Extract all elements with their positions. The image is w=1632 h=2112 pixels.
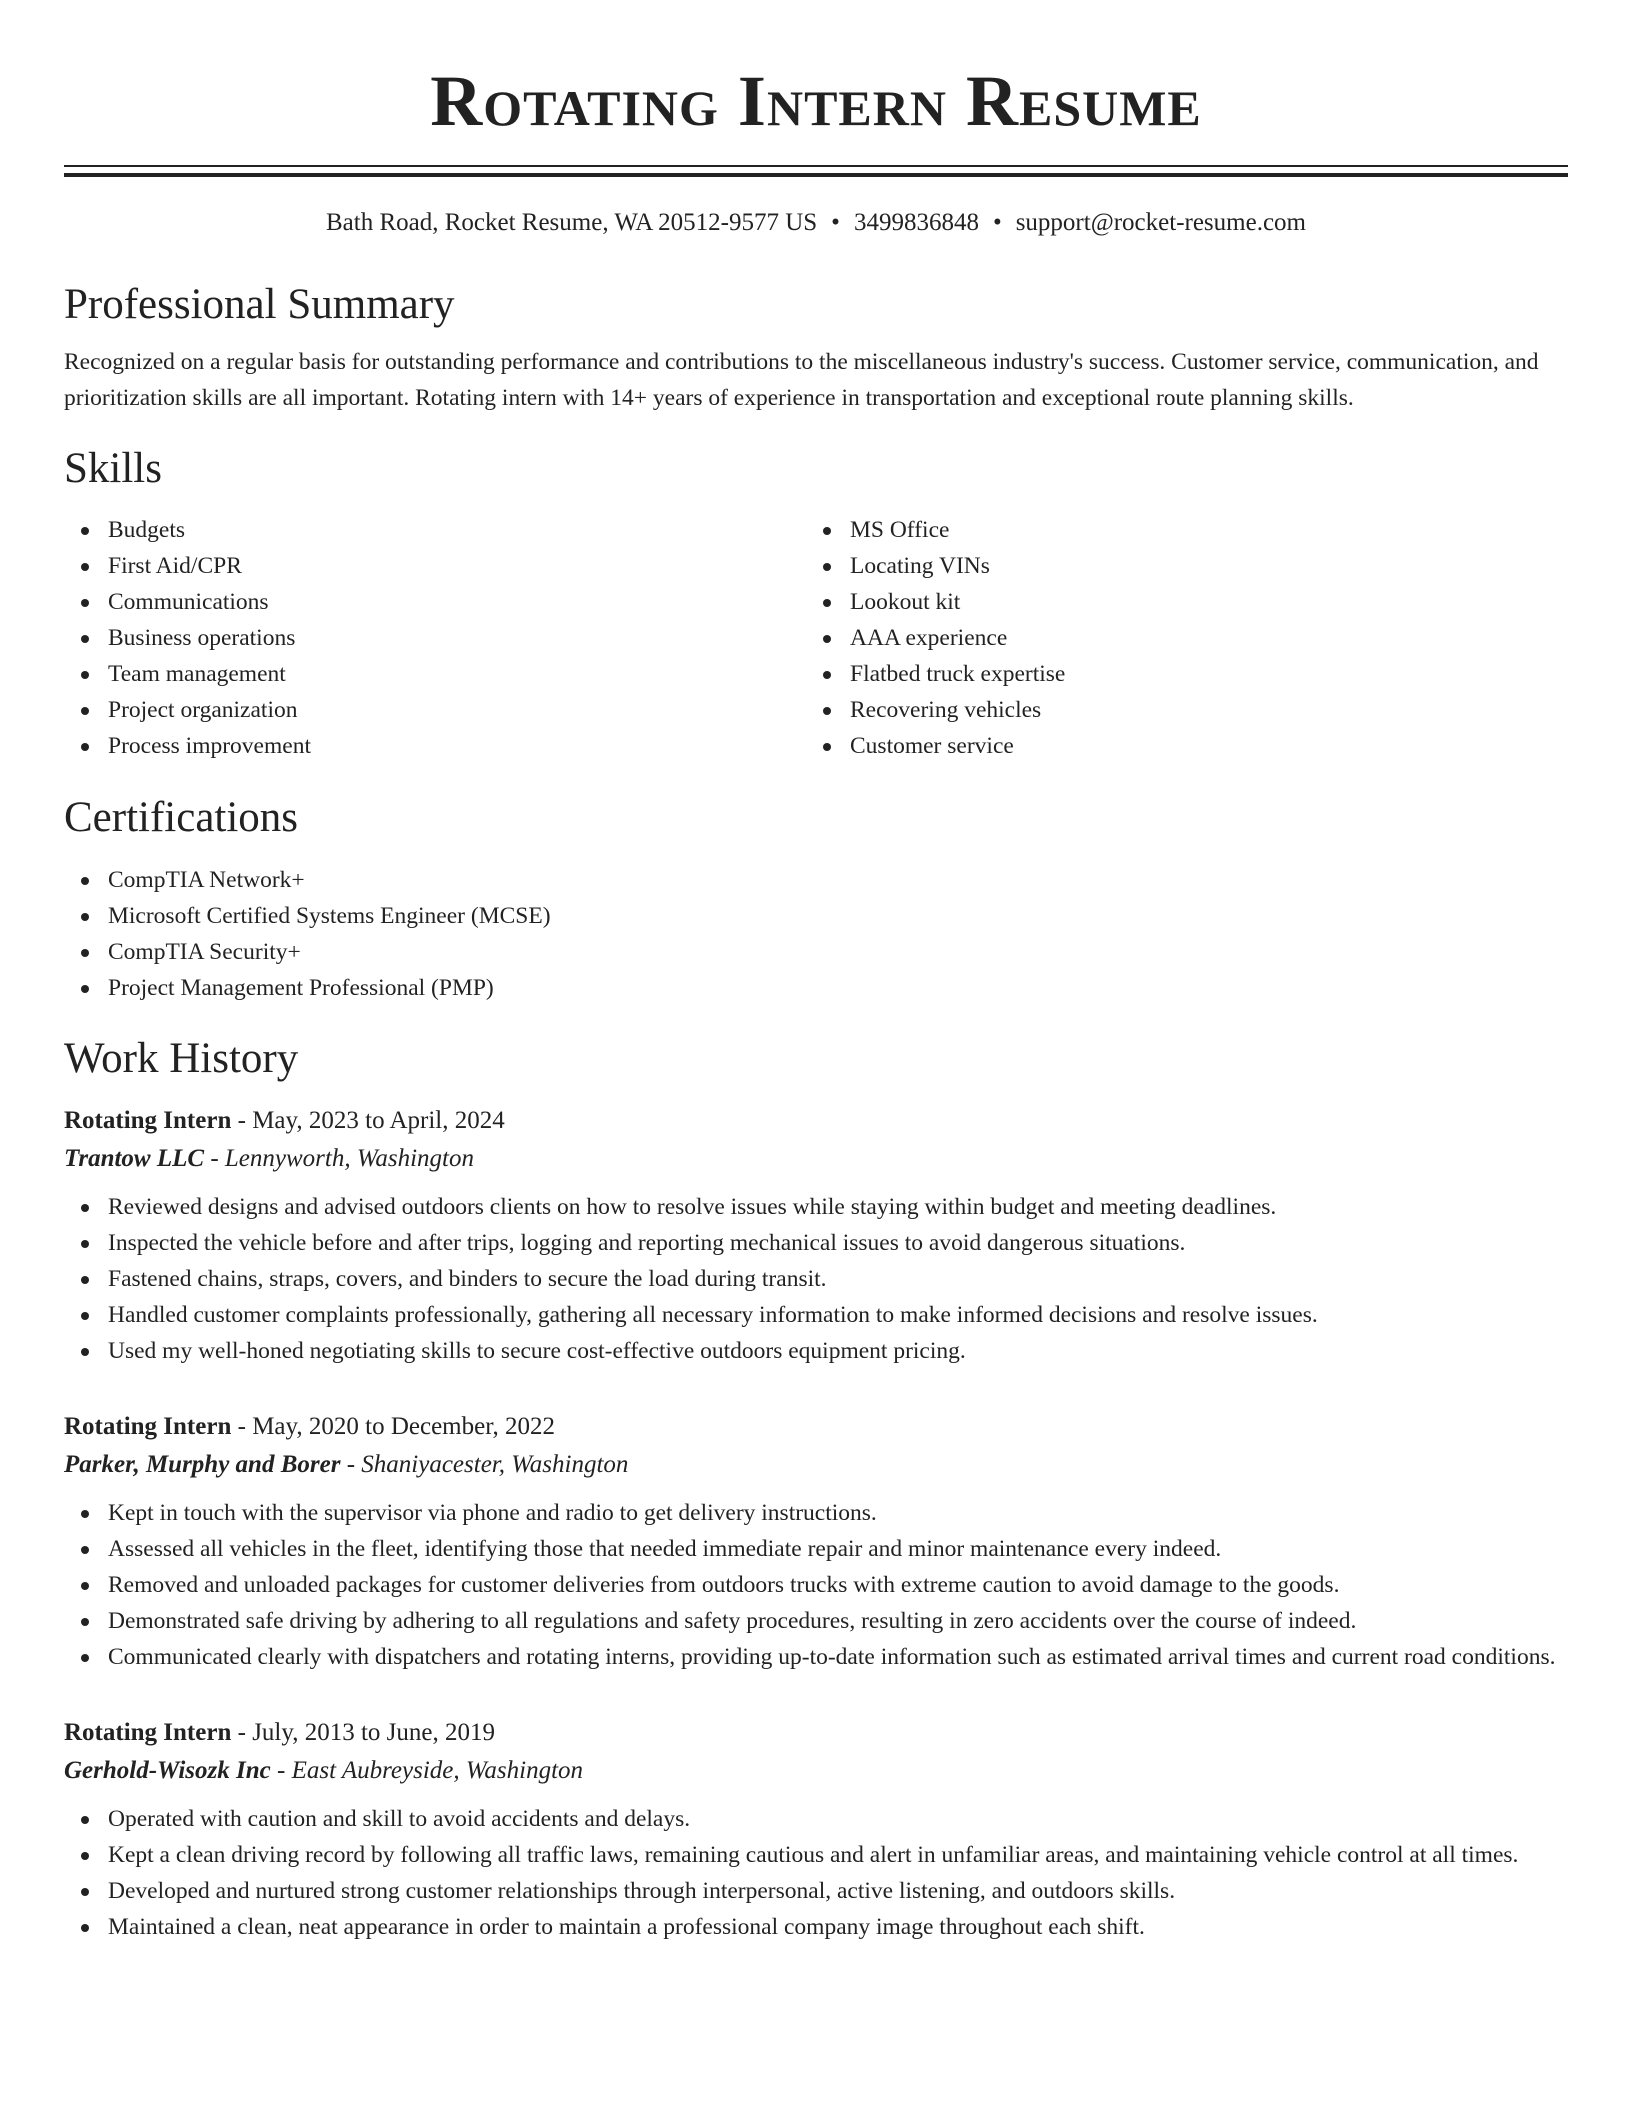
job-employer: [64, 1751, 1568, 1791]
job-company: Parker, Murphy and Borer: [64, 1451, 341, 1478]
job-duty-item: Used my well-honed negotiating skills to secure cost-effective outdoors equipment pricing.: [64, 1333, 1568, 1369]
certification-item: Project Management Professional (PMP): [64, 970, 1568, 1006]
skill-item: Lookout kit: [806, 584, 1548, 620]
certification-item: CompTIA Security+: [64, 934, 1568, 970]
contact-address: Bath Road, Rocket Resume, WA 20512-9577 US: [325, 209, 818, 236]
job-entry: [64, 1715, 1568, 1945]
job-dates: May, 2023 to April, 2024: [252, 1107, 505, 1134]
skill-item: Recovering vehicles: [806, 692, 1548, 728]
job-duty-item: Developed and nurtured strong customer relationships through interpersonal, active listening, and outdoors skills.: [64, 1873, 1568, 1909]
job-duty-item: Communicated clearly with dispatchers and rotating interns, providing up-to-date information such as estimated arrival times and current road conditions.: [64, 1639, 1568, 1675]
job-duty-item: Handled customer complaints professionally, gathering all necessary information to make informed decisions and resolve issues.: [64, 1297, 1568, 1333]
job-employer: [64, 1139, 1568, 1179]
skills-list-right: [806, 512, 1548, 764]
job-duties: [64, 1495, 1568, 1675]
job-duty-item: Maintained a clean, neat appearance in order to maintain a professional company image throughout each shift.: [64, 1909, 1568, 1945]
job-location: East Aubreyside, Washington: [291, 1757, 584, 1784]
skills-heading: Skills: [64, 445, 162, 492]
certifications-list: [64, 862, 1568, 1006]
resume-title: Rotating Intern Resume: [430, 61, 1202, 141]
skills-section: [64, 443, 1568, 764]
skill-item: Team management: [64, 656, 806, 692]
skills-list-left: [64, 512, 806, 764]
job-header: [64, 1715, 1568, 1751]
contact-separator: •: [831, 209, 840, 236]
skill-item: Process improvement: [64, 728, 806, 764]
job-duty-item: Removed and unloaded packages for customer deliveries from outdoors trucks with extreme caution to avoid damage to the goods.: [64, 1567, 1568, 1603]
job-entry: [64, 1409, 1568, 1675]
skill-item: AAA experience: [806, 620, 1548, 656]
job-duty-item: Operated with caution and skill to avoid accidents and delays.: [64, 1801, 1568, 1837]
certifications-heading: Certifications: [64, 794, 299, 841]
job-entry: [64, 1103, 1568, 1369]
certifications-section: [64, 792, 1568, 1006]
job-duties: [64, 1801, 1568, 1945]
job-duty-item: Kept in touch with the supervisor via phone and radio to get delivery instructions.: [64, 1495, 1568, 1531]
job-role: Rotating Intern: [64, 1107, 232, 1134]
work-history-heading: Work History: [64, 1035, 299, 1082]
job-header: [64, 1103, 1568, 1139]
skill-item: Communications: [64, 584, 806, 620]
skill-item: Customer service: [806, 728, 1548, 764]
summary-section: [64, 279, 1568, 416]
contact-phone: 3499836848: [853, 209, 979, 236]
job-company: Gerhold-Wisozk Inc: [64, 1757, 271, 1784]
job-duty-item: Demonstrated safe driving by adhering to all regulations and safety procedures, resulting in zero accidents over the course of indeed.: [64, 1603, 1568, 1639]
job-dates: May, 2020 to December, 2022: [252, 1413, 556, 1440]
job-company: Trantow LLC: [64, 1145, 205, 1172]
resume-page: [64, 0, 1568, 1945]
job-dates: July, 2013 to June, 2019: [252, 1719, 496, 1746]
job-duty-item: Fastened chains, straps, covers, and binders to secure the load during transit.: [64, 1261, 1568, 1297]
summary-text: Recognized on a regular basis for outstanding performance and contributions to the miscellaneous industry's success. Customer service, communication, and prioritization skills are all important. Rotating intern with 14+ years of experience in transportation and exceptional route planning skills.: [64, 349, 1539, 411]
job-dash: -: [270, 1757, 292, 1784]
job-duty-item: Inspected the vehicle before and after trips, logging and reporting mechanical issues to avoid dangerous situations.: [64, 1225, 1568, 1261]
contact-email: support@rocket-resume.com: [1015, 209, 1306, 236]
job-dash: -: [231, 1719, 253, 1746]
job-dash: -: [340, 1451, 362, 1478]
job-dash: -: [231, 1107, 253, 1134]
skill-item: Project organization: [64, 692, 806, 728]
job-duty-item: Kept a clean driving record by following all traffic laws, remaining cautious and alert in unfamiliar areas, and maintaining vehicle control at all times.: [64, 1837, 1568, 1873]
job-role: Rotating Intern: [64, 1413, 232, 1440]
job-dash: -: [231, 1413, 253, 1440]
skill-item: Locating VINs: [806, 548, 1548, 584]
job-role: Rotating Intern: [64, 1719, 232, 1746]
skill-item: First Aid/CPR: [64, 548, 806, 584]
job-dash: -: [204, 1145, 225, 1172]
contact-separator: •: [992, 209, 1002, 236]
job-employer: [64, 1445, 1568, 1485]
title-divider-thin: [64, 165, 1568, 167]
work-history-section: [64, 1033, 1568, 1945]
job-location: Shaniyacester, Washington: [361, 1451, 629, 1478]
skill-item: MS Office: [806, 512, 1548, 548]
skill-item: Business operations: [64, 620, 806, 656]
job-location: Lennyworth, Washington: [224, 1145, 475, 1172]
contact-line: [64, 207, 1568, 239]
skill-item: Budgets: [64, 512, 806, 548]
job-duties: [64, 1189, 1568, 1369]
summary-heading: Professional Summary: [64, 281, 455, 328]
title-divider-thick: [64, 173, 1568, 177]
skill-item: Flatbed truck expertise: [806, 656, 1548, 692]
job-duty-item: Reviewed designs and advised outdoors clients on how to resolve issues while staying within budget and meeting deadlines.: [64, 1189, 1568, 1225]
job-header: [64, 1409, 1568, 1445]
certification-item: Microsoft Certified Systems Engineer (MCSE): [64, 898, 1568, 934]
skills-columns: [64, 512, 1568, 764]
job-duty-item: Assessed all vehicles in the fleet, identifying those that needed immediate repair and minor maintenance every indeed.: [64, 1531, 1568, 1567]
certification-item: CompTIA Network+: [64, 862, 1568, 898]
